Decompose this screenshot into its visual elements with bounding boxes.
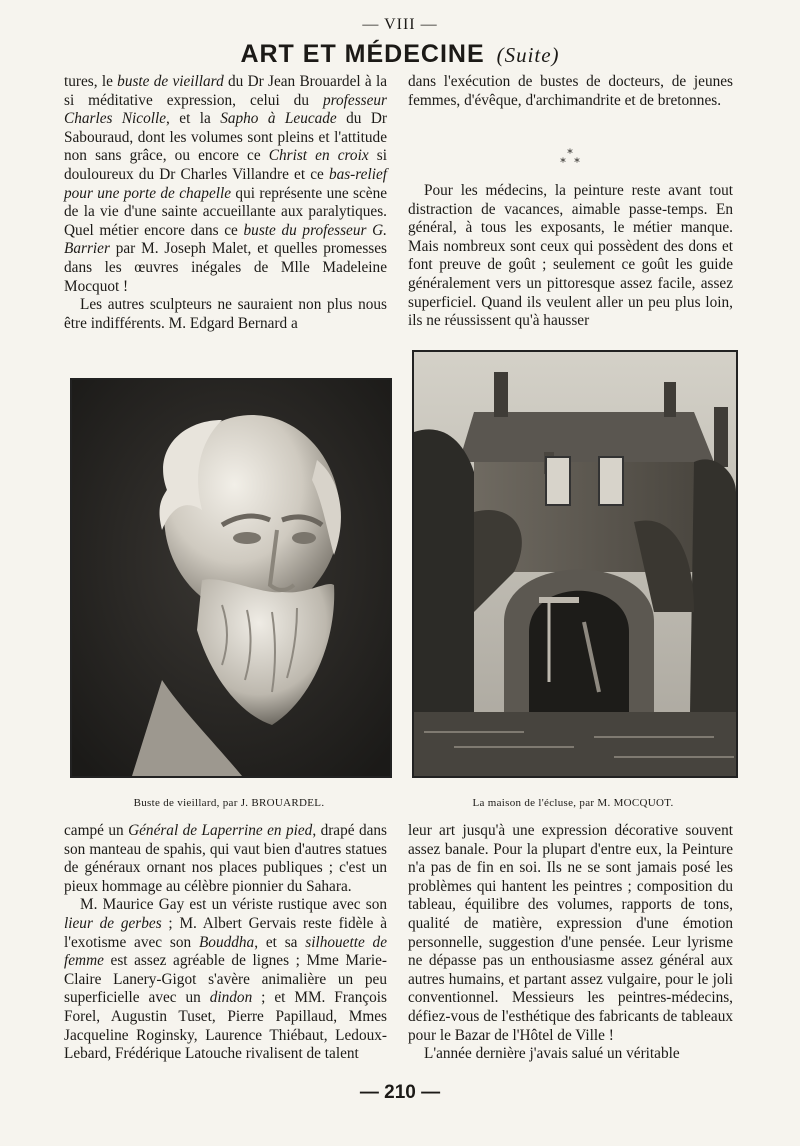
italic-title: lieur de gerbes	[64, 914, 162, 932]
column-right-top-continued	[408, 182, 733, 331]
figure-caption-right: La maison de l'écluse, par M. MOCQUOT.	[472, 797, 674, 809]
article-title	[0, 40, 800, 69]
paragraph: L'année dernière j'avais salué un véritable	[424, 1045, 680, 1063]
italic-title: Général de Laperrine en pied	[128, 822, 313, 839]
italic-title: silhouette de femme	[64, 933, 387, 970]
lock-house-illustration	[414, 352, 736, 776]
svg-text:*: *	[567, 147, 573, 160]
paragraph: leur art jusqu'à une expression décorative souvent assez banale. Pour la plupart d'entre eux, la Peinture n'a pas de fin en soi. Ils ne se sont jamais posé les problèmes qui hantent les peintres ; composition du tableau, équilibre des volumes, rapports de tons, qualité de matière, expression d'une émotion personnelle, suggestion d'une pensée. Leur lyrisme ne dépasse pas un enthousiasme assez général aux autres humains, et partant assez vulgaire, pour le joli conventionnel. Messieurs les peintres-médecins, défiez-vous de l'esthétique des fabricants de tableaux pour le Bazar de l'Hôtel de Ville !	[408, 822, 733, 1044]
paragraph: Les autres sculpteurs ne sauraient non plus nous être indifférents. M. Edgard Bernard a	[64, 296, 387, 332]
column-left-top	[64, 73, 387, 333]
article-title-suite: (Suite)	[496, 43, 560, 67]
italic-title: Christ en croix	[268, 147, 369, 165]
article-title-text: ART ET MÉDECINE	[240, 40, 485, 68]
italic-title: professeur Charles Nicolle	[64, 91, 387, 128]
svg-text:*: *	[574, 156, 580, 169]
paragraph: dans l'exécution de bustes de docteurs, de jeunes femmes, d'évêque, d'archimandrite et de bretonnes.	[408, 73, 733, 109]
column-right-bottom	[408, 822, 733, 1064]
page-roman-numeral: — VIII —	[362, 16, 438, 33]
italic-title: buste de vieillard	[117, 73, 224, 90]
italic-title: buste du professeur G. Barrier	[64, 221, 387, 258]
paragraph: campé un Général de Laperrine en pied, drapé dans son manteau de spahis, qui vaut bien d'autres statues de généraux ornant nos places publiques ; c'est un pieux hommage au célèbre pionnier du Sahara.	[64, 822, 387, 895]
paragraph: M. Maurice Gay est un vériste rustique avec son lieur de gerbes ; M. Albert Gervais reste fidèle à l'exotisme avec son Bouddha, et sa silhouette de femme est assez agréable de lignes ; Mme Marie-Claire Lanery-Gigot s'avère animalière un peu superficielle avec un dindon ; et MM. François Forel, Augustin Tuset, Pierre Papillaud, Mmes Jacqueline Roginsky, Laurence Thiébaut, Ledoux-Lebard, Frédérique Latouche rivalisent de talent	[64, 896, 387, 1063]
page-number: — 210 —	[359, 1082, 441, 1103]
italic-title: Bouddha	[198, 933, 255, 951]
figure-caption-left: Buste de vieillard, par J. BROUARDEL.	[133, 797, 325, 809]
figure-bust-photo	[70, 378, 392, 778]
bust-illustration	[72, 380, 390, 776]
asterism-divider	[540, 146, 600, 170]
svg-text:*: *	[560, 156, 566, 169]
asterism-icon	[540, 146, 600, 170]
italic-title: dindon	[209, 989, 253, 1007]
figure-lock-house-photo	[412, 350, 738, 778]
column-right-top	[408, 73, 733, 110]
italic-title: Sapho à Leucade	[220, 110, 337, 128]
paragraph: tures, le buste de vieillard du Dr Jean Brouardel à la si méditative expression, celui du professeur Charles Nicolle, et la Sapho à Leucade du Dr Sabouraud, dont les volumes sont pleins et l'attitude non sans grâce, ou encore ce Christ en croix si douloureux du Dr Charles Villandre et ce bas-relief pour une porte de chapelle qui représente une scène de la vie d'une sainte accueillante aux paralytiques. Quel métier encore dans ce buste du professeur G. Barrier par M. Joseph Malet, et quelles promesses dans les œuvres inégales de Mlle Madeleine Mocquot !	[64, 73, 388, 295]
paragraph: Pour les médecins, la peinture reste avant tout distraction de vacances, aimable passe-temps. En général, à tous les exposants, le métier manque. Mais nombreux sont ceux qui possèdent des dons et font preuve de goût ; seulement ce goût les guide généralement vers un pittoresque assez facile, assez superficiel. Quand ils veulent aller un peu plus loin, ils ne réussissent qu'à hausser	[408, 182, 733, 330]
column-left-bottom	[64, 822, 387, 1064]
italic-title: bas-relief pour une porte de chapelle	[64, 165, 387, 202]
